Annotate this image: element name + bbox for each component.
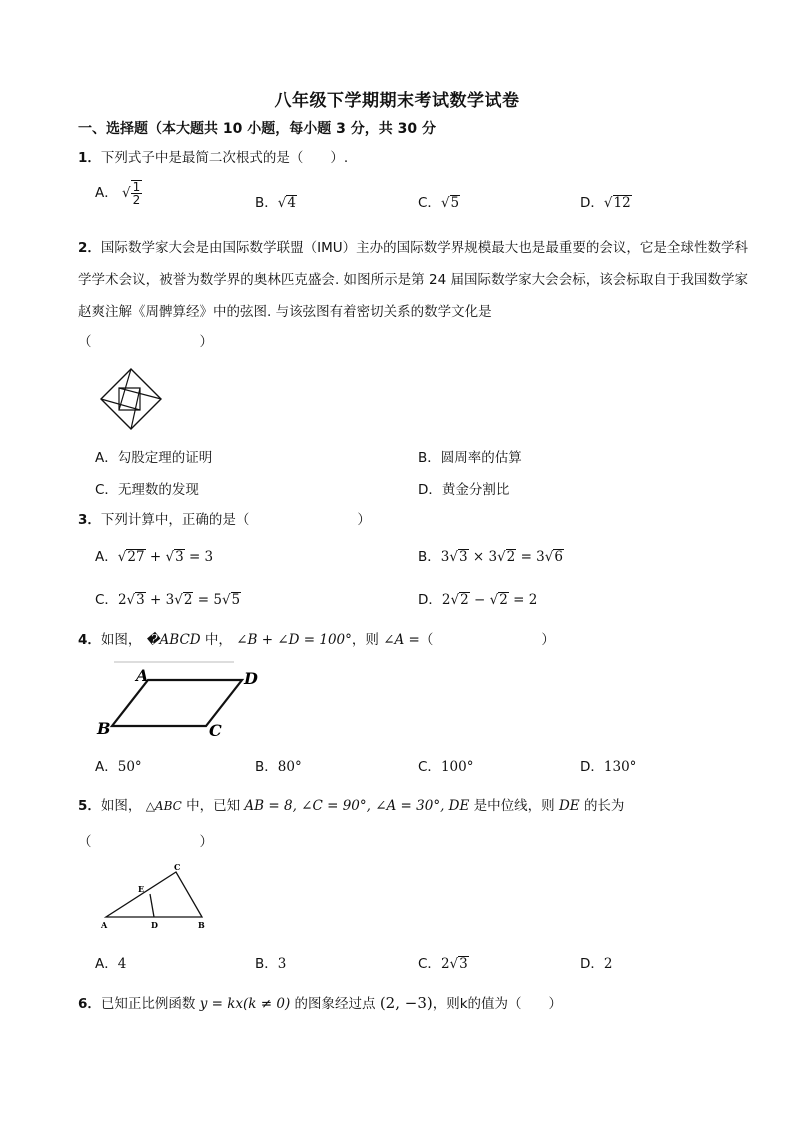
radicand: 2 xyxy=(183,592,193,608)
question-text: 的长为 xyxy=(583,798,625,814)
question-text: 下列式子中是最简二次根式的是（ ）. xyxy=(100,150,349,166)
angle-ask: ∠A = xyxy=(383,632,420,648)
operator: × 3 xyxy=(472,549,498,565)
option-text: 130° xyxy=(603,759,637,775)
q1-option-d xyxy=(580,191,632,211)
option-label: D． xyxy=(580,956,604,972)
radicand: 3 xyxy=(459,956,468,972)
operator: + 3 xyxy=(150,592,175,608)
option-label: A． xyxy=(95,185,118,201)
radical-sign: √ xyxy=(603,195,613,211)
parallelogram-name: �ABCD xyxy=(145,632,201,648)
question-text: ，则k的值为（ ） xyxy=(432,996,563,1012)
operator: − xyxy=(474,592,486,608)
q5-option-c xyxy=(418,952,469,972)
question-3 xyxy=(78,508,371,528)
operator: + xyxy=(149,549,162,565)
option-label: D． xyxy=(580,759,604,775)
fraction-denominator: 2 xyxy=(132,193,141,207)
q2-option-a xyxy=(95,446,212,466)
answer-paren: （ ） xyxy=(78,334,213,350)
triangle-name: △ABC xyxy=(145,799,182,813)
question-text: 的图象经过点 xyxy=(294,996,376,1012)
segment-name: DE xyxy=(558,798,580,814)
option-text: 无理数的发现 xyxy=(117,482,199,498)
q5-option-b xyxy=(255,952,286,972)
vertex-label-c: C xyxy=(209,721,222,740)
coefficient: 3 xyxy=(440,549,450,565)
radicand: 5 xyxy=(450,195,460,211)
result: = 5 xyxy=(197,592,222,608)
q2-option-d xyxy=(418,478,509,498)
radical-sign: √ xyxy=(440,195,450,211)
option-label: C． xyxy=(418,759,441,775)
q4-option-b xyxy=(255,755,302,775)
radicand: 6 xyxy=(554,549,563,565)
question-text: 如图， xyxy=(100,798,142,814)
result: = 3 xyxy=(188,549,214,565)
question-text: 下列计算中，正确的是（ ） xyxy=(100,512,371,528)
question-text: 已知正比例函数 xyxy=(100,996,196,1012)
option-text: 3 xyxy=(277,956,287,972)
coefficient: 2 xyxy=(117,592,127,608)
q3-option-d: D．2√2 − √2 = 2 xyxy=(418,592,538,608)
fraction-numerator: 1 xyxy=(132,180,141,194)
radicand: 2 xyxy=(506,549,516,565)
q1-option-c xyxy=(418,191,460,211)
option-text: 80° xyxy=(277,759,302,775)
option-label: A． xyxy=(95,450,118,466)
question-number: 5． xyxy=(78,798,101,814)
question-1 xyxy=(78,146,348,166)
radical-sign: √ xyxy=(449,956,459,972)
result: = 3 xyxy=(520,549,545,565)
option-label: B． xyxy=(255,759,278,775)
q4-option-a xyxy=(95,755,142,775)
option-label: C． xyxy=(418,195,441,211)
option-label: B． xyxy=(418,549,441,565)
answer-paren: （ ） xyxy=(419,632,555,648)
page-title: 八年级下学期期末考试数学试卷 xyxy=(274,91,520,111)
radicand: 3 xyxy=(458,549,468,565)
coefficient: 2 xyxy=(441,592,451,608)
answer-paren: （ ） xyxy=(78,834,213,850)
radicand: 5 xyxy=(231,592,241,608)
vertex-label-c: C xyxy=(174,862,181,872)
option-text: 50° xyxy=(117,759,142,775)
radicand: 3 xyxy=(175,549,184,565)
option-label: A． xyxy=(95,956,118,972)
q3-option-b: B．3√3 × 3√2 = 3√6 xyxy=(418,549,563,565)
radicand: 3 xyxy=(136,592,145,608)
question-number: 6． xyxy=(78,996,101,1012)
section-heading: 一、选择题（本大题共 10 小题，每小题 3 分，共 30 分 xyxy=(78,121,436,137)
question-2 xyxy=(78,232,748,328)
triangle-figure xyxy=(98,860,218,932)
q2-option-b xyxy=(418,446,522,466)
result: = 2 xyxy=(513,592,538,608)
radicand: 4 xyxy=(287,195,296,211)
option-label: A． xyxy=(95,759,118,775)
radicand: 12 xyxy=(613,195,631,211)
option-label: B． xyxy=(255,195,278,211)
option-text: 100° xyxy=(440,759,474,775)
question-4 xyxy=(78,628,555,648)
vertex-label-b: B xyxy=(97,719,111,738)
q2-option-c xyxy=(95,478,199,498)
q1-option-b xyxy=(255,191,297,211)
option-label: D． xyxy=(580,195,604,211)
q4-option-d xyxy=(580,755,636,775)
question-text: 如图， xyxy=(100,632,142,648)
q3-option-a: A．√27 + √3 = 3 xyxy=(95,549,214,565)
option-label: D． xyxy=(418,592,442,608)
given-condition: AB = 8, ∠C = 90°, ∠A = 30°, DE xyxy=(244,798,470,814)
option-label: C． xyxy=(418,956,441,972)
coefficient: 2 xyxy=(440,956,450,972)
option-text: 4 xyxy=(117,956,127,972)
question-6 xyxy=(78,992,562,1012)
option-label: C． xyxy=(95,482,118,498)
fraction xyxy=(131,180,143,206)
question-number: 4． xyxy=(78,632,101,648)
vertex-label-a: A xyxy=(101,920,108,930)
question-number: 3． xyxy=(78,512,101,528)
option-text: 2 xyxy=(603,956,613,972)
radicand: 2 xyxy=(499,592,508,608)
q1-option-a xyxy=(95,180,142,206)
chord-diagram-figure xyxy=(98,366,164,432)
vertex-label-a: A xyxy=(136,666,149,685)
radicand: 2 xyxy=(460,592,469,608)
vertex-label-b: B xyxy=(198,920,205,930)
option-text: 圆周率的估算 xyxy=(440,450,522,466)
radical-sign: √ xyxy=(122,185,131,201)
option-label: C． xyxy=(95,592,118,608)
option-label: D． xyxy=(418,482,442,498)
radicand: 27 xyxy=(127,549,145,565)
question-5 xyxy=(78,794,624,814)
question-text: 国际数学家大会是由国际数学联盟（IMU）主办的国际数学界规模最大也是最重要的会议，它是全球性数学科学学术会议，被誉为数学界的奥林匹克盛会. 如图所示是第 24 届国际数学家大会会标，该会标取自于我国数学家赵爽注解《周髀算经》中的弦图. 与该弦图有着密切关系的数学文化是 xyxy=(78,240,748,320)
q5-option-a xyxy=(95,952,126,972)
question-text: ，则 xyxy=(351,632,379,648)
option-label: B． xyxy=(255,956,278,972)
option-label: A． xyxy=(95,549,118,565)
question-text: 是中位线，则 xyxy=(473,798,555,814)
q3-option-c: C．2√3 + 3√2 = 5√5 xyxy=(95,592,241,608)
question-text: 中，已知 xyxy=(186,798,241,814)
question-number: 1． xyxy=(78,150,101,166)
vertex-label-d: D xyxy=(244,669,258,688)
parallelogram-figure xyxy=(94,658,274,742)
function-expression: y = kx(k ≠ 0) xyxy=(199,996,291,1012)
radical-sign: √ xyxy=(277,195,287,211)
q5-option-d xyxy=(580,952,613,972)
question-text: 中， xyxy=(204,632,232,648)
q4-option-c xyxy=(418,755,473,775)
option-text: 勾股定理的证明 xyxy=(117,450,213,466)
question-number: 2． xyxy=(78,240,101,256)
point-label-d: D xyxy=(151,920,158,930)
point-coordinates: (2, −3) xyxy=(379,994,433,1012)
point-label-e: E xyxy=(138,884,145,894)
option-text: 黄金分割比 xyxy=(441,482,510,498)
option-label: B． xyxy=(418,450,441,466)
angle-condition: ∠B + ∠D = 100° xyxy=(236,632,352,648)
